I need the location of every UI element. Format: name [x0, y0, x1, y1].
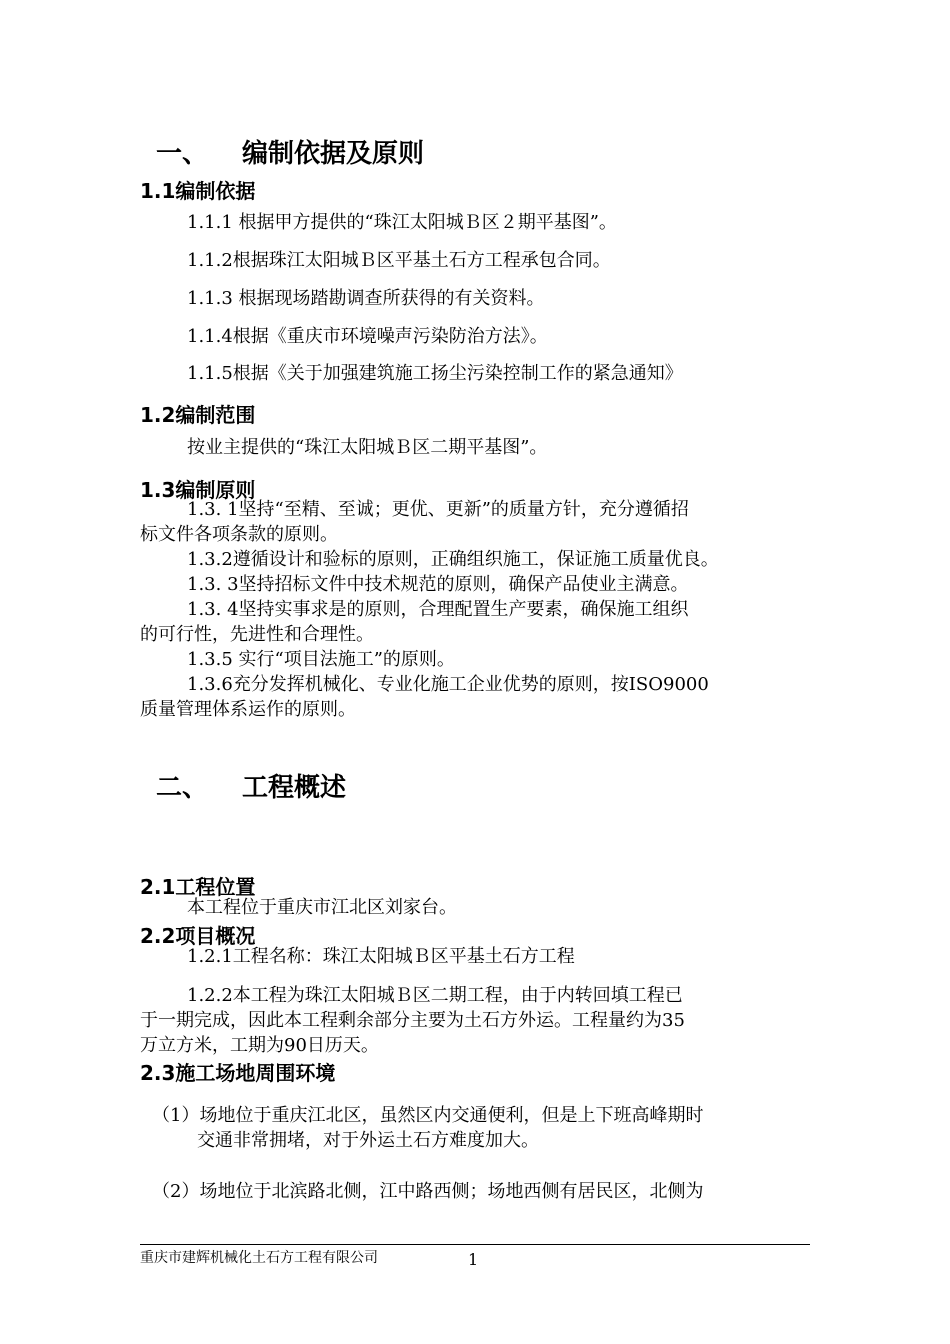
scope-text: 按业主提供的“珠江太阳城Ｂ区二期平基图”。 [187, 437, 548, 458]
subsection-1-1-heading: 1.1编制依据 [140, 179, 256, 203]
principle-line-7: 1.3.5 实行“项目法施工”的原则。 [187, 649, 455, 670]
section-2-title: 工程概述 [242, 773, 347, 803]
subsection-2-2-heading: 2.2项目概况 [140, 924, 256, 948]
basis-item-5: 1.1.5根据《关于加强建筑施工扬尘污染控制工作的紧急通知》 [187, 363, 683, 384]
environment-item-1-line-1: （1）场地位于重庆江北区，虽然区内交通便利，但是上下班高峰期时 [152, 1105, 704, 1126]
principle-line-6: 的可行性，先进性和合理性。 [140, 624, 374, 645]
principle-line-5: 1.3. 4坚持实事求是的原则，合理配置生产要素，确保施工组织 [187, 599, 689, 620]
principle-line-9: 质量管理体系运作的原则。 [140, 699, 356, 720]
principle-line-1: 1.3. 1坚持“至精、至诚；更优、更新”的质量方针，充分遵循招 [187, 499, 689, 520]
overview-line-4: 万立方米，工期为90日历天。 [140, 1035, 379, 1056]
footer-divider [140, 1244, 810, 1245]
location-text: 本工程位于重庆市江北区刘家台。 [187, 897, 457, 918]
principle-line-8: 1.3.6充分发挥机械化、专业化施工企业优势的原则，按ISO9000 [187, 674, 709, 695]
subsection-2-3-heading: 2.3施工场地周围环境 [140, 1061, 336, 1085]
section-2-heading [156, 767, 346, 804]
subsection-2-1-heading: 2.1工程位置 [140, 875, 256, 899]
environment-item-1-line-2: 交通非常拥堵，对于外运土石方难度加大。 [197, 1130, 539, 1151]
footer-company: 重庆市建辉机械化土石方工程有限公司 [140, 1250, 378, 1266]
overview-line-1: 1.2.1工程名称：珠江太阳城Ｂ区平基土石方工程 [187, 946, 575, 967]
basis-item-4: 1.1.4根据《重庆市环境噪声污染防治方法》。 [187, 326, 548, 347]
section-1-heading [156, 133, 424, 170]
basis-item-2: 1.1.2根据珠江太阳城Ｂ区平基土石方工程承包合同。 [187, 250, 611, 271]
overview-line-2: 1.2.2本工程为珠江太阳城Ｂ区二期工程，由于内转回填工程已 [187, 985, 683, 1006]
principle-line-2: 标文件各项条款的原则。 [140, 524, 338, 545]
subsection-1-2-heading: 1.2编制范围 [140, 403, 256, 427]
basis-item-1: 1.1.1 根据甲方提供的“珠江太阳城Ｂ区２期平基图”。 [187, 212, 617, 233]
overview-line-3: 于一期完成，因此本工程剩余部分主要为土石方外运。工程量约为35 [140, 1010, 685, 1031]
subsection-1-3-heading: 1.3编制原则 [140, 478, 256, 502]
section-1-title: 编制依据及原则 [242, 139, 425, 169]
principle-line-4: 1.3. 3坚持招标文件中技术规范的原则，确保产品使业主满意。 [187, 574, 689, 595]
page-number: 1 [468, 1250, 479, 1269]
section-1-number: 一、 [156, 139, 209, 169]
environment-item-2-line-1: （2）场地位于北滨路北侧，江中路西侧；场地西侧有居民区，北侧为 [152, 1181, 704, 1202]
section-2-number: 二、 [156, 773, 209, 803]
basis-item-3: 1.1.3 根据现场踏勘调查所获得的有关资料。 [187, 288, 545, 309]
principle-line-3: 1.3.2遵循设计和验标的原则，正确组织施工，保证施工质量优良。 [187, 549, 719, 570]
